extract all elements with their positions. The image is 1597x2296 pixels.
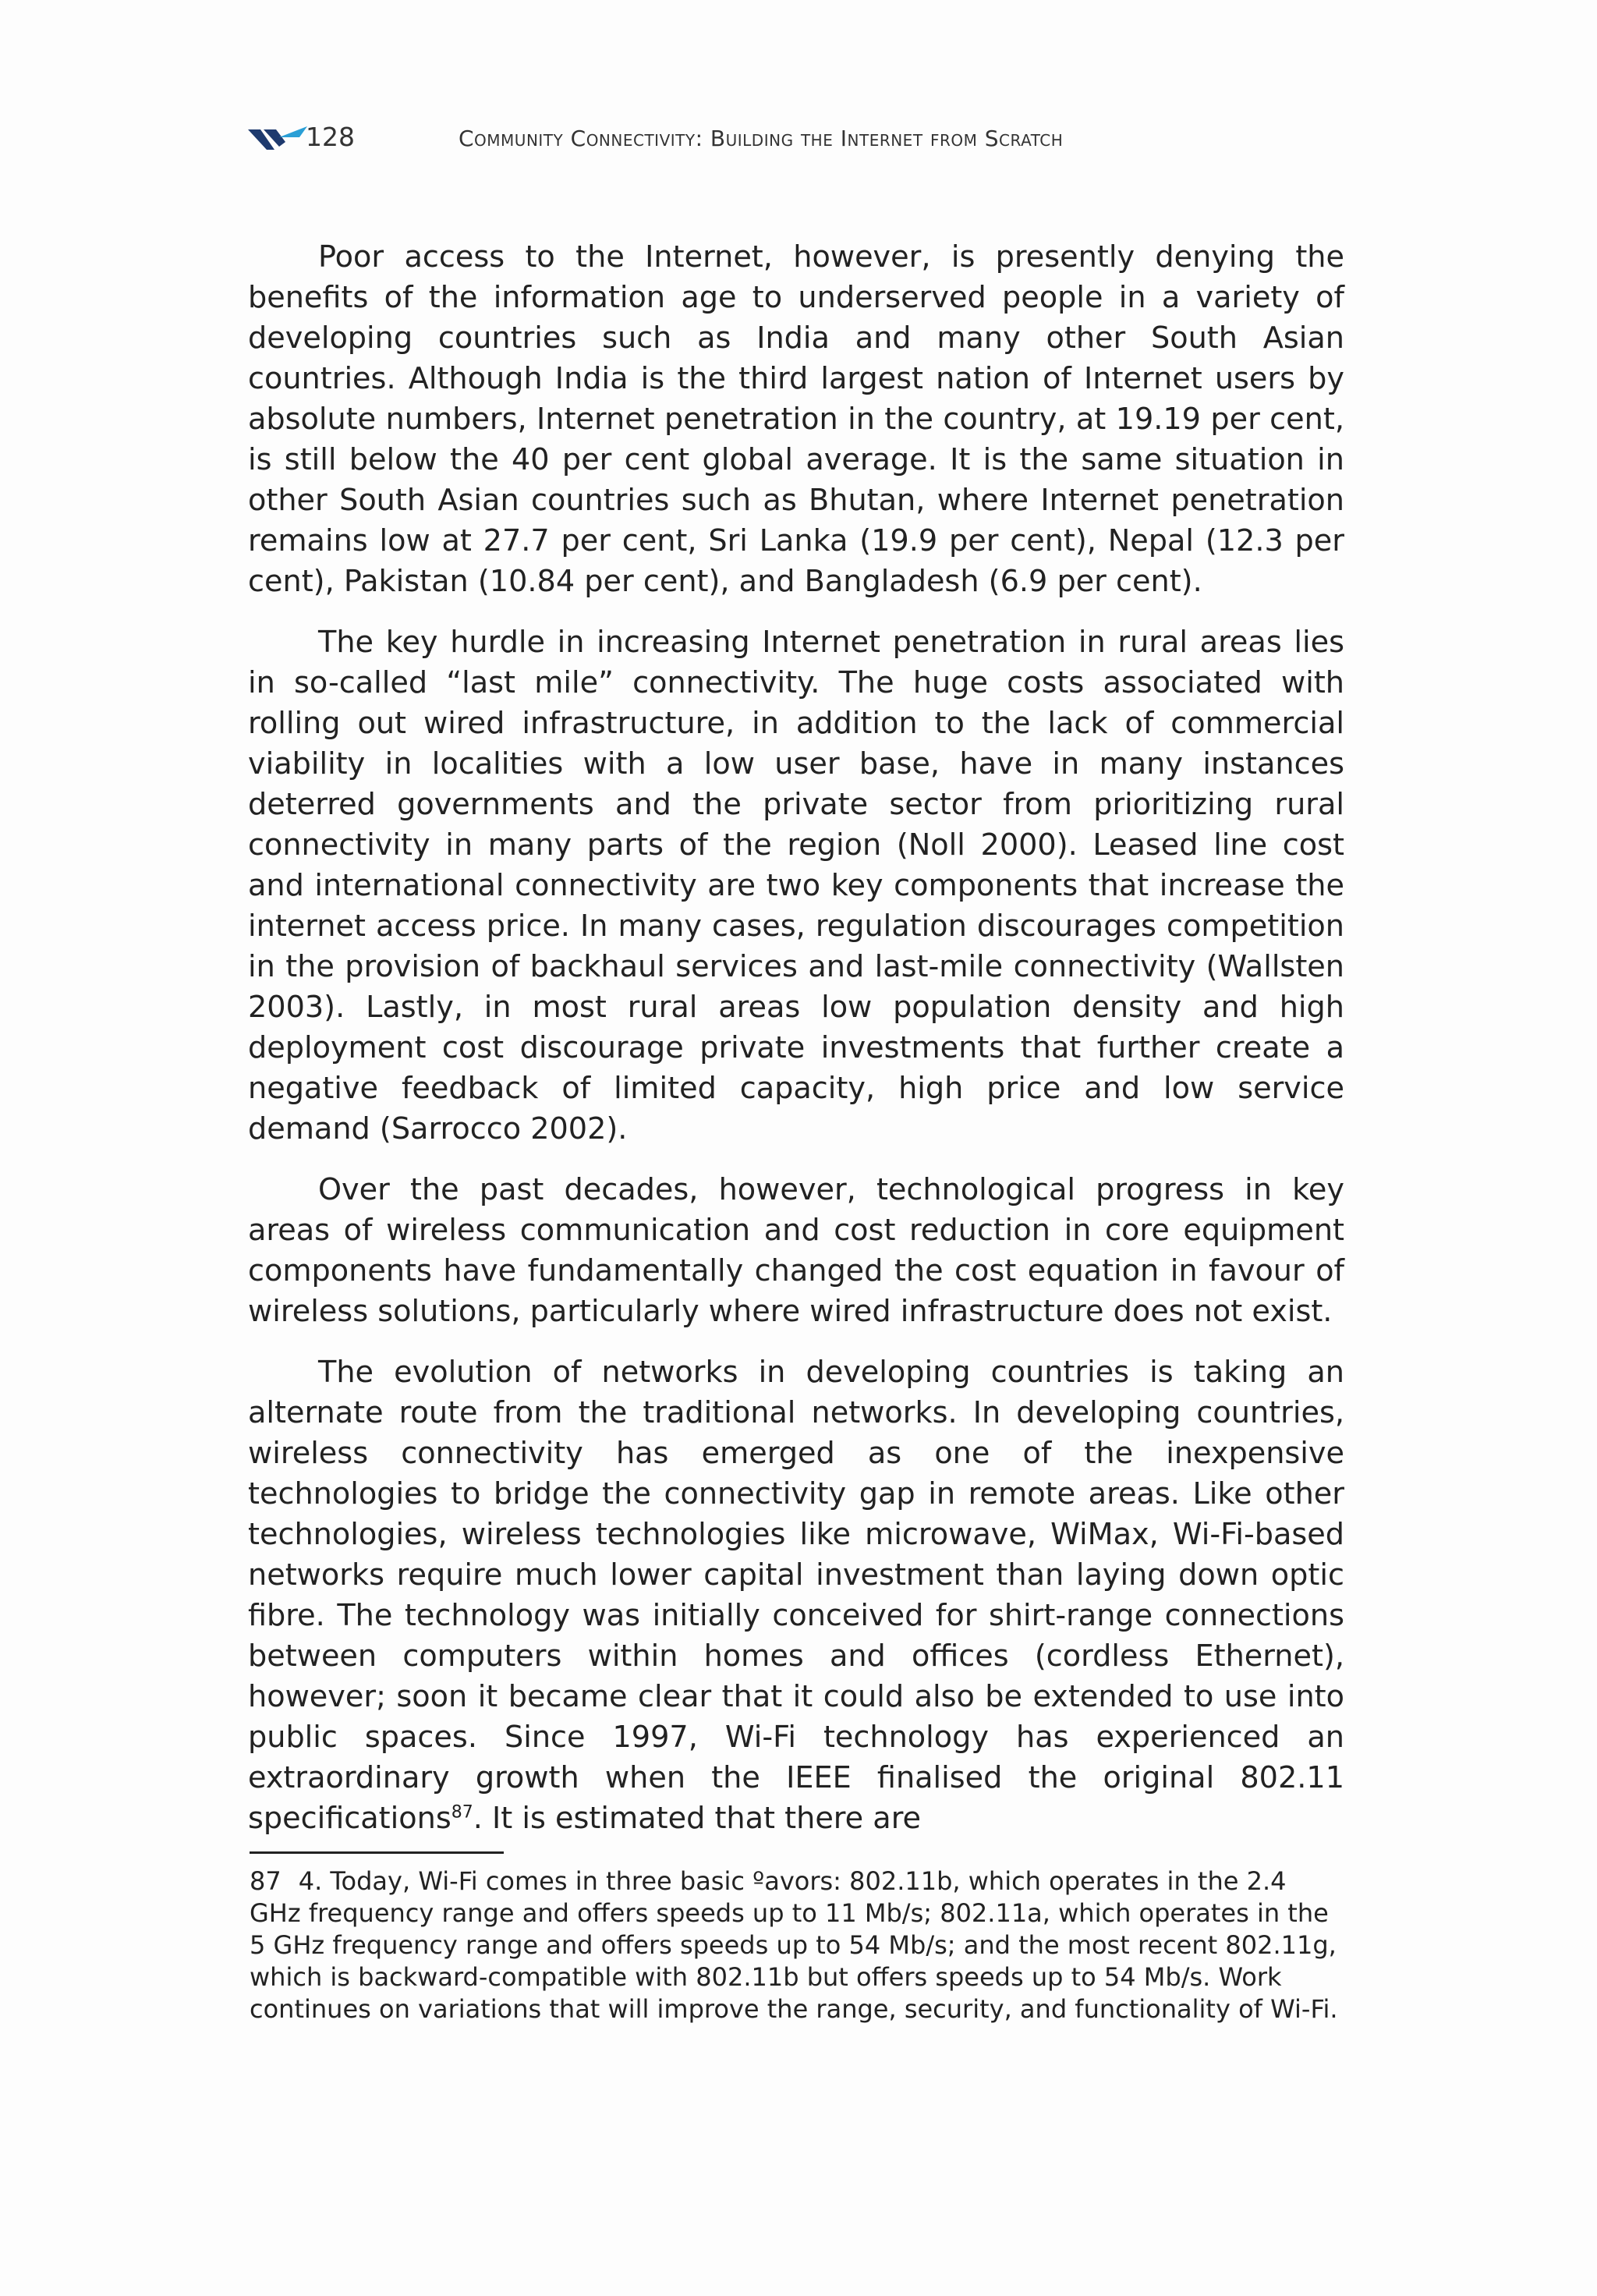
publisher-logo-icon: [248, 126, 307, 153]
footnote-text: 4. Today, Wi-Fi comes in three basic ºavors: 802.11b, which operates in the 2.4 GHz frequency range and offers speeds up to 11 Mb/s; 802.11a, which operates in the 5 GHz frequency range and offers speeds up to 54 Mb/s; and the most recent 802.11g, which is backward-compatible with 802.11b but offers speeds up to 54 Mb/s. Work continues on variations that will improve the range, security, and functionality of Wi-Fi.: [250, 1866, 1338, 2024]
footnote-reference[interactable]: 87: [451, 1802, 473, 1823]
footnote-number: 87: [250, 1866, 282, 1896]
footnote: [250, 1866, 1341, 2025]
paragraph: Poor access to the Internet, however, is presently denying the benefits of the information age to underserved people in a variety of developing countries such as India and many other South Asian countries. Although India is the third largest nation of Internet users by absolute numbers, Internet penetration in the country, at 19.19 per cent, is still below the 40 per cent global average. It is the same situation in other South Asian countries such as Bhutan, where Internet penetration remains low at 27.7 per cent, Sri Lanka (19.9 per cent), Nepal (12.3 per cent), Pakistan (10.84 per cent), and Bangladesh (6.9 per cent).: [248, 240, 1344, 599]
footnote-divider: [250, 1851, 504, 1854]
running-title: Community Connectivity: Building the Internet from Scratch: [459, 126, 1064, 151]
body-text: [248, 237, 1344, 1859]
paragraph: Over the past decades, however, technological progress in key areas of wireless communication and cost reduction in core equipment components have fundamentally changed the cost equation in favour of wireless solutions, particularly where wired infrastructure does not exist.: [248, 1173, 1344, 1329]
paragraph: The key hurdle in increasing Internet penetration in rural areas lies in so-called “last mile” connectivity. The huge costs associated with rolling out wired infrastructure, in addition to the lack of commercial viability in localities with a low user base, have in many instances deterred governments and the private sector from prioritizing rural connectivity in many parts of the region (Noll 2000). Leased line cost and international connectivity are two key components that increase the internet access price. In many cases, regulation discourages competition in the provision of backhaul services and last-mile connectivity (Wallsten 2003). Lastly, in most rural areas low population density and high deployment cost discourage private investments that further create a negative feedback of limited capacity, high price and low service demand (Sarrocco 2002).: [248, 625, 1344, 1146]
paragraph: [248, 1352, 1344, 1839]
page-header: [248, 119, 1347, 159]
paragraph-text-tail: . It is estimated that there are: [473, 1802, 922, 1836]
page-number: 128: [306, 122, 355, 152]
paragraph-text: The evolution of networks in developing countries is taking an alternate route from the traditional networks. In developing countries, wireless connectivity has emerged as one of the inexpensive technologies to bridge the connectivity gap in remote areas. Like other technologies, wireless technologies like microwave, WiMax, Wi-Fi-based networks require much lower capital investment than laying down optic fibre. The technology was initially conceived for shirt-range connections between computers within homes and offices (cordless Ethernet), however; soon it became clear that it could also be extended to use into public spaces. Since 1997, Wi-Fi technology has experienced an extraordinary growth when the IEEE finalised the original 802.11 specifications: [248, 1355, 1344, 1836]
